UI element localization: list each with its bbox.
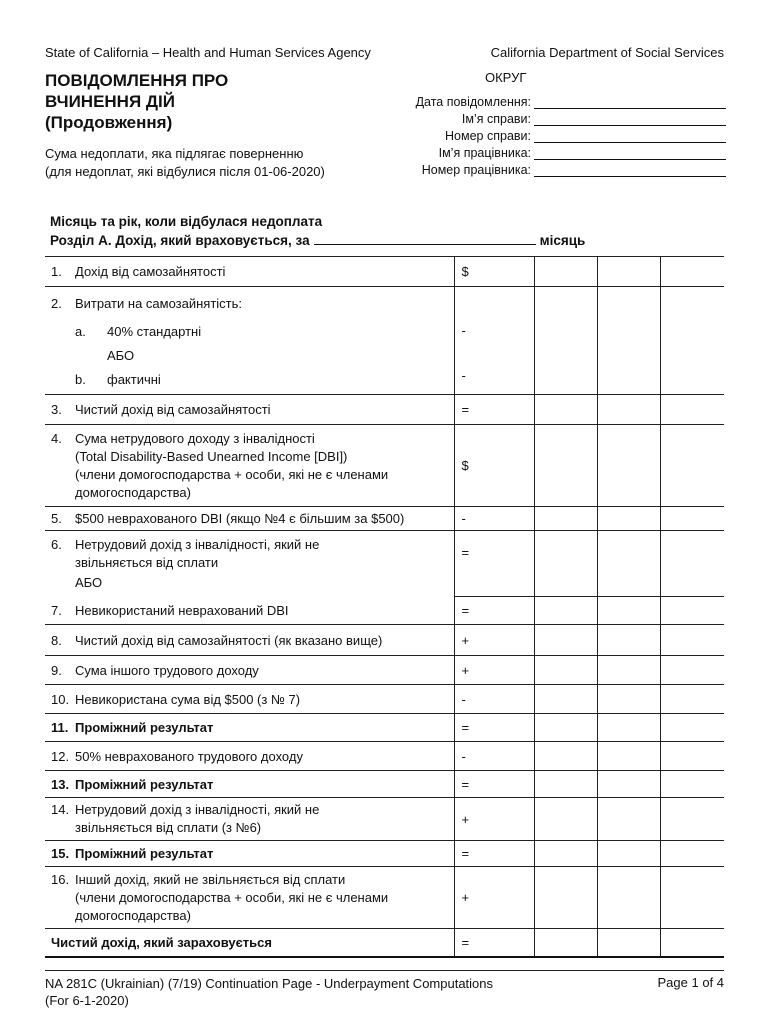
row-label: 12. 50% неврахованого трудового доходу — [45, 742, 455, 771]
section-heading: Місяць та рік, коли відбулася недоплата Розділ А. Дохід, який враховується, за місяць — [50, 214, 586, 248]
amount-cell[interactable] — [535, 656, 598, 685]
amount-cell[interactable] — [598, 929, 661, 957]
table-row — [45, 798, 724, 841]
amount-cell[interactable] — [535, 625, 598, 656]
operator-cell: $ — [455, 425, 535, 507]
table-row — [45, 287, 724, 395]
amount-cell[interactable] — [535, 685, 598, 714]
amount-cell[interactable] — [598, 656, 661, 685]
row-label: 7. Невикористаний неврахований DBI — [45, 597, 455, 625]
table-row — [45, 507, 724, 531]
amount-cell[interactable] — [598, 531, 661, 597]
worker-name-field[interactable]: Ім’я працівника: — [416, 143, 726, 160]
table-row — [45, 841, 724, 867]
table-row — [45, 771, 724, 798]
amount-cell[interactable] — [535, 742, 598, 771]
amount-cell[interactable] — [598, 742, 661, 771]
amount-cell[interactable] — [535, 257, 598, 287]
table-row — [45, 425, 724, 507]
amount-cell[interactable] — [661, 425, 724, 507]
amount-cell[interactable] — [598, 841, 661, 867]
page-number: Page 1 of 4 — [657, 975, 724, 990]
operator-cell: = — [455, 771, 535, 798]
row-label: 16. Інший дохід, який не звільняється від сплати (члени домогосподарства + особи, які не є членами домогосподарства) — [45, 867, 455, 929]
amount-cell[interactable] — [535, 929, 598, 957]
operator-cell: = — [455, 714, 535, 742]
row-label: 14. Нетрудовий дохід з інвалідності, який не звільняється від сплати (з №6) — [45, 798, 455, 841]
row-label: 9. Сума іншого трудового доходу — [45, 656, 455, 685]
amount-cell[interactable] — [661, 771, 724, 798]
amount-cell[interactable] — [661, 531, 724, 597]
operator-cell: + — [455, 656, 535, 685]
operator-cell: $ — [455, 257, 535, 287]
county-label: ОКРУГ — [485, 70, 527, 85]
row-label: 5. $500 неврахованого DBI (якщо №4 є більшим за $500) — [45, 507, 455, 531]
table-row — [45, 929, 724, 957]
row-label: 3. Чистий дохід від самозайнятості — [45, 395, 455, 425]
amount-cell[interactable] — [535, 425, 598, 507]
amount-cell[interactable] — [598, 425, 661, 507]
row-label: Чистий дохід, який зараховується — [45, 929, 455, 957]
amount-cell[interactable] — [535, 714, 598, 742]
table-row — [45, 714, 724, 742]
operator-cell: - — [455, 742, 535, 771]
table-row — [45, 685, 724, 714]
row-label: 1. Дохід від самозайнятості — [45, 257, 455, 287]
amount-cell[interactable] — [598, 685, 661, 714]
row-label: 13. Проміжний результат — [45, 771, 455, 798]
amount-cell[interactable] — [535, 798, 598, 841]
amount-cell[interactable] — [661, 867, 724, 929]
row-label: 8. Чистий дохід від самозайнятості (як вказано вище) — [45, 625, 455, 656]
amount-cell[interactable] — [535, 531, 598, 597]
amount-cell[interactable] — [661, 395, 724, 425]
operator-cell: = — [455, 531, 535, 597]
table-row — [45, 395, 724, 425]
row-label: 4. Сума нетрудового доходу з інвалідності (Total Disability-Based Unearned Income [DBI]) (члени домогосподарства + особи, які не є членами домогосподарства) — [45, 425, 455, 507]
amount-cell[interactable] — [598, 287, 661, 395]
row-label: 15. Проміжний результат — [45, 841, 455, 867]
operator-cell: - — [455, 685, 535, 714]
table-row — [45, 597, 724, 625]
amount-cell[interactable] — [598, 625, 661, 656]
operator-cell: = — [455, 597, 535, 625]
amount-cell[interactable] — [598, 597, 661, 625]
row-label: 6. Нетрудовий дохід з інвалідності, який не звільняється від сплати АБО — [51, 536, 320, 590]
notice-date-field[interactable]: Дата повідомлення: — [416, 92, 726, 109]
operator-cell: - - — [455, 287, 535, 395]
table-row — [45, 257, 724, 287]
amount-cell[interactable] — [661, 287, 724, 395]
operator-cell: + — [455, 867, 535, 929]
amount-cell[interactable] — [661, 597, 724, 625]
form-id: NA 281C (Ukrainian) (7/19) Continuation Page - Underpayment Computations (For 6-1-2020) — [45, 976, 494, 1008]
table-row — [45, 656, 724, 685]
computation-table — [45, 256, 724, 958]
table-row — [45, 867, 724, 929]
amount-cell[interactable] — [661, 625, 724, 656]
row-label: 11. Проміжний результат — [45, 714, 455, 742]
amount-cell[interactable] — [661, 742, 724, 771]
amount-cell[interactable] — [535, 287, 598, 395]
case-info-fields — [416, 92, 726, 177]
amount-cell[interactable] — [535, 395, 598, 425]
amount-cell[interactable] — [598, 771, 661, 798]
operator-cell: + — [455, 625, 535, 656]
operator-cell: = — [455, 395, 535, 425]
row-label: 10. Невикористана сума від $500 (з № 7) — [45, 685, 455, 714]
form-title: ПОВІДОМЛЕННЯ ПРО ВЧИНЕННЯ ДІЙ (Продовження) — [45, 71, 229, 132]
operator-cell: - — [455, 507, 535, 531]
amount-cell[interactable] — [535, 867, 598, 929]
amount-cell[interactable] — [598, 507, 661, 531]
amount-cell[interactable] — [661, 714, 724, 742]
case-number-field[interactable]: Номер справи: — [416, 126, 726, 143]
amount-cell[interactable] — [598, 257, 661, 287]
amount-cell[interactable] — [598, 395, 661, 425]
amount-cell[interactable] — [598, 714, 661, 742]
agency-name: State of California – Health and Human Services Agency — [45, 45, 371, 60]
case-name-field[interactable]: Ім’я справи: — [416, 109, 726, 126]
operator-cell: = — [455, 929, 535, 957]
operator-cell: = — [455, 841, 535, 867]
amount-cell[interactable] — [598, 798, 661, 841]
amount-cell[interactable] — [535, 771, 598, 798]
row-label: 2. Витрати на самозайнятість: a. 40% стандартні АБО b. фактичні — [45, 287, 455, 395]
table-row — [45, 625, 724, 656]
table-row — [45, 742, 724, 771]
amount-cell[interactable] — [598, 867, 661, 929]
amount-cell[interactable] — [535, 507, 598, 531]
amount-cell[interactable] — [661, 685, 724, 714]
operator-cell: + — [455, 798, 535, 841]
amount-cell[interactable] — [535, 597, 598, 625]
amount-cell[interactable] — [661, 929, 724, 957]
footer-rule — [45, 970, 724, 971]
month-field[interactable] — [314, 231, 536, 245]
amount-cell[interactable] — [661, 798, 724, 841]
department-name: California Department of Social Services — [490, 45, 724, 60]
form-subtitle: Сума недоплати, яка підлягає поверненню (для недоплат, які відбулися після 01-06-2020) — [45, 146, 325, 179]
worker-number-field[interactable]: Номер працівника: — [416, 160, 726, 177]
amount-cell[interactable] — [661, 841, 724, 867]
table-row — [45, 531, 724, 597]
amount-cell[interactable] — [535, 841, 598, 867]
amount-cell[interactable] — [661, 656, 724, 685]
amount-cell[interactable] — [661, 507, 724, 531]
amount-cell[interactable] — [661, 257, 724, 287]
